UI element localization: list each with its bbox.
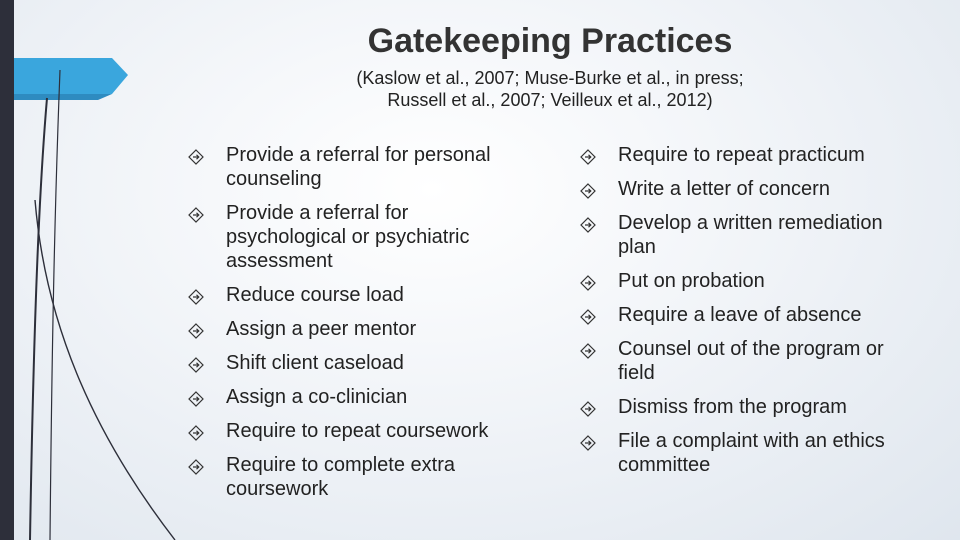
bullet-text-line: Require to repeat practicum	[618, 144, 865, 166]
bullet-text-line: Assign a co-clinician	[226, 386, 408, 408]
bullet-item	[580, 429, 920, 477]
bullet-item	[580, 303, 920, 327]
slide-title: Gatekeeping Practices	[367, 22, 733, 60]
diamond-arrow-icon	[580, 273, 596, 289]
bullet-text-line: Provide a referral for personal	[226, 144, 491, 166]
diamond-arrow-icon	[580, 433, 596, 449]
bullet-text-line: Write a letter of concern	[618, 178, 830, 200]
diamond-arrow-icon	[188, 147, 204, 163]
bullet-item	[188, 385, 538, 409]
diamond-arrow-icon	[580, 307, 596, 323]
bullet-item	[580, 177, 920, 201]
subtitle-line: (Kaslow et al., 2007; Muse-Burke et al., in press;	[356, 68, 744, 88]
subtitle-line: Russell et al., 2007; Veilleux et al., 2012)	[387, 90, 713, 110]
bullet-item	[188, 283, 538, 307]
diamond-arrow-icon	[580, 399, 596, 415]
right-bullet-list	[580, 143, 920, 487]
diamond-arrow-icon	[188, 205, 204, 221]
bullet-item	[188, 143, 538, 191]
slide-subtitle	[250, 67, 850, 111]
diamond-arrow-icon	[580, 215, 596, 231]
bullet-item	[188, 317, 538, 341]
bullet-text-line: field	[618, 362, 655, 384]
bullet-text-line: Require to repeat coursework	[226, 420, 489, 442]
bullet-text-line: Assign a peer mentor	[226, 318, 417, 340]
bullet-item	[580, 337, 920, 385]
bullet-item	[580, 143, 920, 167]
bullet-text-line: Require to complete extra	[226, 454, 456, 476]
diamond-arrow-icon	[580, 147, 596, 163]
bullet-text-line: File a complaint with an ethics	[618, 430, 885, 452]
bullet-item	[188, 419, 538, 443]
bullet-item	[580, 211, 920, 259]
diamond-arrow-icon	[188, 287, 204, 303]
bullet-item	[188, 351, 538, 375]
left-decorative-bar	[0, 0, 14, 540]
bullet-item	[188, 201, 538, 273]
bullet-text-line: Put on probation	[618, 270, 765, 292]
bullet-text-line: Reduce course load	[226, 284, 404, 306]
bullet-text-line: Shift client caseload	[226, 352, 404, 374]
decorative-curve-3	[35, 200, 175, 540]
bullet-text-line: Require a leave of absence	[618, 304, 862, 326]
diamond-arrow-icon	[188, 355, 204, 371]
bullet-text-line: counseling	[226, 168, 322, 190]
bullet-item	[188, 453, 538, 501]
decorative-curve-1	[30, 98, 47, 540]
bullet-text-line: coursework	[226, 478, 329, 500]
bullet-text-line: committee	[618, 454, 711, 476]
bullet-text-line: Provide a referral for	[226, 202, 409, 224]
bullet-item	[580, 395, 920, 419]
diamond-arrow-icon	[188, 457, 204, 473]
diamond-arrow-icon	[580, 181, 596, 197]
decorative-curve-2	[50, 70, 60, 540]
diamond-arrow-icon	[188, 423, 204, 439]
diamond-arrow-icon	[188, 321, 204, 337]
left-bullet-list	[188, 143, 538, 511]
bullet-text-line: plan	[618, 236, 656, 258]
bullet-text-line: Develop a written remediation	[618, 212, 883, 234]
bullet-text-line: psychological or psychiatric	[226, 226, 470, 248]
accent-arrow-shape	[14, 58, 128, 94]
bullet-text-line: assessment	[226, 250, 333, 272]
bullet-item	[580, 269, 920, 293]
bullet-text-line: Counsel out of the program or	[618, 338, 884, 360]
diamond-arrow-icon	[580, 341, 596, 357]
bullet-text-line: Dismiss from the program	[618, 396, 847, 418]
diamond-arrow-icon	[188, 389, 204, 405]
